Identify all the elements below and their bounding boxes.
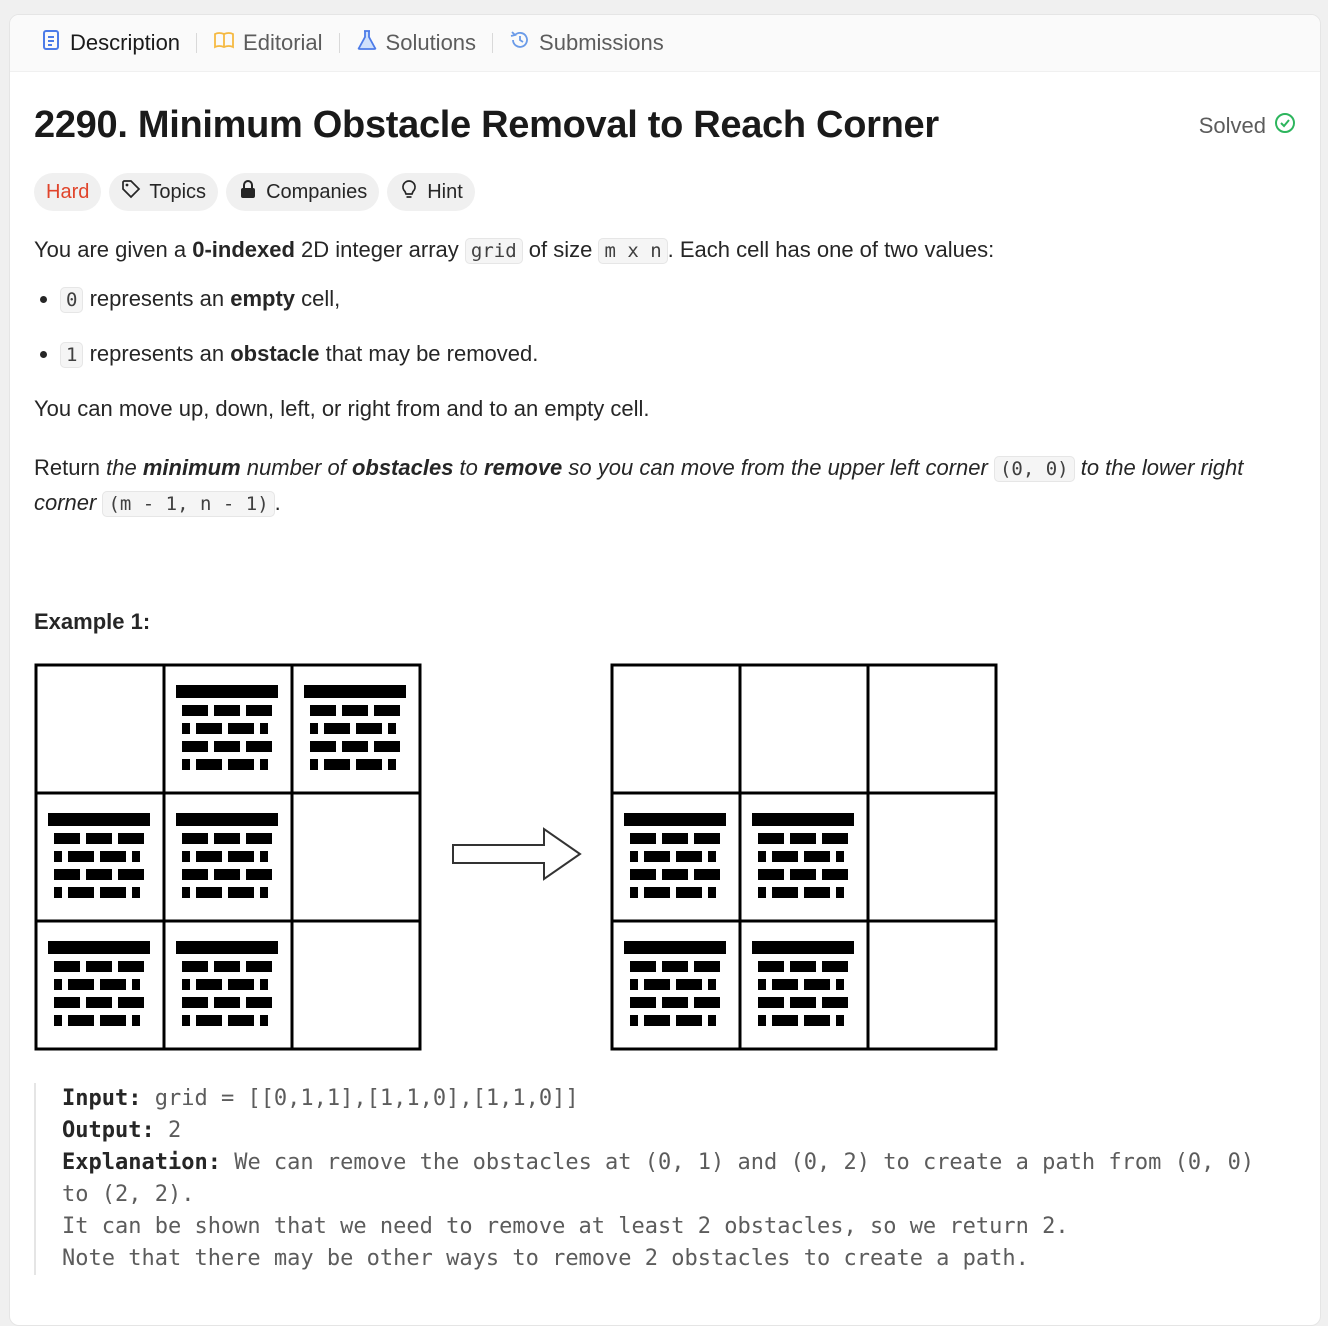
grid-cell	[868, 665, 996, 793]
grid-cell	[868, 793, 996, 921]
movement-rule: You can move up, down, left, or right from and to an empty cell.	[34, 396, 650, 421]
tab-solutions[interactable]	[346, 29, 487, 57]
solved-label: Solved	[1198, 112, 1266, 138]
difficulty-badge[interactable]: Hard	[34, 173, 101, 211]
description-intro: You are given a 0-indexed 2D integer array grid of size m x n . Each cell has one of two values:	[34, 237, 995, 262]
input-line: Input: grid = [[0,1,1],[1,1,0],[1,1,0]]	[62, 1086, 579, 1111]
grid-cell	[292, 793, 420, 921]
grid-cell	[612, 665, 740, 793]
tab-label: Submissions	[539, 30, 664, 55]
tab-label: Editorial	[243, 30, 323, 55]
grid-cell	[868, 921, 996, 1049]
lightbulb-icon	[399, 179, 419, 205]
example-title: Example 1:	[34, 609, 151, 634]
flask-icon	[356, 29, 378, 57]
problem-title[interactable]: 2290. Minimum Obstacle Removal to Reach Corner	[34, 104, 939, 146]
problem-panel	[9, 14, 1321, 1326]
hint-button[interactable]	[387, 173, 475, 211]
tab-divider	[339, 33, 340, 53]
companies-button[interactable]	[226, 173, 379, 211]
tab-bar	[10, 15, 1320, 72]
example-io	[34, 1083, 1296, 1275]
history-icon	[509, 29, 531, 57]
arrow-right-icon	[453, 829, 580, 879]
value-list	[34, 282, 1296, 372]
explanation-line: to (2, 2).	[62, 1182, 195, 1207]
tab-editorial[interactable]	[203, 29, 332, 57]
tab-submissions[interactable]	[499, 29, 674, 57]
list-item: • 0 represents an empty cell,	[60, 282, 1296, 317]
solved-status	[1199, 112, 1296, 140]
tab-description[interactable]	[30, 29, 190, 57]
grid-cell	[292, 921, 420, 1049]
companies-label: Companies	[266, 180, 368, 203]
tab-label: Description	[70, 30, 181, 55]
tag-row	[34, 173, 1296, 211]
tab-label: Solutions	[385, 30, 477, 55]
explanation-line: Note that there may be other ways to remove 2 obstacles to create a path.	[62, 1246, 1029, 1271]
list-item: • 1 represents an obstacle that may be removed.	[60, 337, 1296, 372]
output-line: Output: 2	[62, 1118, 182, 1143]
grid-cell	[740, 665, 868, 793]
example-figure	[34, 661, 1296, 1055]
return-statement: Return the minimum number of obstacles to remove so you can move from the upper left corner (0, 0) to the lower right corner (m - 1, n - 1) .	[34, 455, 1244, 515]
check-circle-icon	[1274, 112, 1296, 140]
hint-label: Hint	[427, 180, 463, 203]
topics-label: Topics	[149, 180, 207, 203]
explanation-line: Explanation: We can remove the obstacles at (0, 1) and (0, 2) to create a path from (0, 0)	[62, 1150, 1255, 1175]
tag-icon	[121, 179, 141, 205]
grid-after	[612, 665, 996, 1049]
topics-button[interactable]	[109, 173, 218, 211]
title-row	[34, 104, 1296, 147]
book-icon	[213, 29, 235, 57]
lock-icon	[238, 179, 258, 205]
tab-divider	[492, 33, 493, 53]
description-icon	[40, 29, 62, 57]
grid-before	[36, 665, 420, 1049]
explanation-line: It can be shown that we need to remove at least 2 obstacles, so we return 2.	[62, 1214, 1069, 1239]
grid-cell	[36, 665, 164, 793]
problem-content	[10, 104, 1320, 1275]
tab-divider	[196, 33, 197, 53]
grid-illustration	[34, 661, 1014, 1055]
